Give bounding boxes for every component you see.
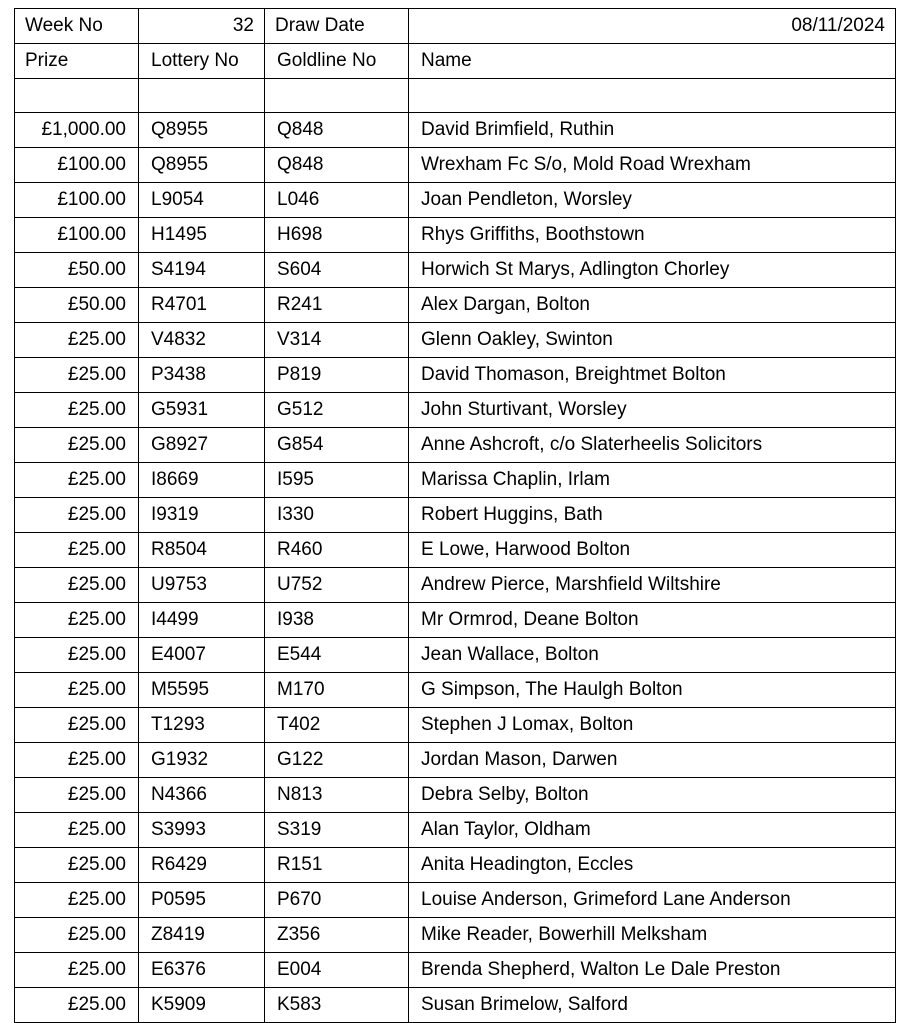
- prize-cell: £100.00: [15, 148, 139, 183]
- prize-cell: £100.00: [15, 218, 139, 253]
- table-row: [15, 988, 896, 1023]
- lottery-no-cell: Q8955: [139, 148, 265, 183]
- table-row: [15, 393, 896, 428]
- goldline-no-cell: L046: [265, 183, 409, 218]
- lottery-no-cell: H1495: [139, 218, 265, 253]
- name-cell: Horwich St Marys, Adlington Chorley: [409, 253, 896, 288]
- table-row: [15, 218, 896, 253]
- prize-cell: £25.00: [15, 918, 139, 953]
- table-row: [15, 673, 896, 708]
- prize-cell: £25.00: [15, 673, 139, 708]
- name-cell: Mike Reader, Bowerhill Melksham: [409, 918, 896, 953]
- prize-cell: £25.00: [15, 988, 139, 1023]
- goldline-no-cell: I330: [265, 498, 409, 533]
- table-row: [15, 813, 896, 848]
- lottery-results-table: [14, 8, 896, 1023]
- table-row: [15, 428, 896, 463]
- name-cell: Alex Dargan, Bolton: [409, 288, 896, 323]
- name-cell: David Thomason, Breightmet Bolton: [409, 358, 896, 393]
- column-header-goldline-no: Goldline No: [265, 44, 409, 79]
- name-cell: Stephen J Lomax, Bolton: [409, 708, 896, 743]
- name-cell: Debra Selby, Bolton: [409, 778, 896, 813]
- table-row: [15, 533, 896, 568]
- name-cell: Andrew Pierce, Marshfield Wiltshire: [409, 568, 896, 603]
- lottery-no-cell: T1293: [139, 708, 265, 743]
- goldline-no-cell: K583: [265, 988, 409, 1023]
- name-cell: Marissa Chaplin, Irlam: [409, 463, 896, 498]
- goldline-no-cell: I595: [265, 463, 409, 498]
- lottery-no-cell: L9054: [139, 183, 265, 218]
- name-cell: G Simpson, The Haulgh Bolton: [409, 673, 896, 708]
- table-row: [15, 848, 896, 883]
- name-cell: David Brimfield, Ruthin: [409, 113, 896, 148]
- goldline-no-cell: S319: [265, 813, 409, 848]
- table-row: [15, 148, 896, 183]
- empty-cell: [265, 79, 409, 113]
- table-row: [15, 638, 896, 673]
- prize-cell: £25.00: [15, 568, 139, 603]
- prize-cell: £25.00: [15, 533, 139, 568]
- table-row: [15, 358, 896, 393]
- prize-cell: £25.00: [15, 883, 139, 918]
- goldline-no-cell: V314: [265, 323, 409, 358]
- name-cell: Brenda Shepherd, Walton Le Dale Preston: [409, 953, 896, 988]
- prize-cell: £25.00: [15, 428, 139, 463]
- week-value: 32: [139, 9, 265, 44]
- goldline-no-cell: Q848: [265, 113, 409, 148]
- goldline-no-cell: H698: [265, 218, 409, 253]
- goldline-no-cell: G854: [265, 428, 409, 463]
- lottery-no-cell: R6429: [139, 848, 265, 883]
- table-row: [15, 498, 896, 533]
- lottery-no-cell: U9753: [139, 568, 265, 603]
- name-cell: E Lowe, Harwood Bolton: [409, 533, 896, 568]
- empty-cell: [15, 79, 139, 113]
- table-row: [15, 778, 896, 813]
- table-row: [15, 288, 896, 323]
- name-cell: Jordan Mason, Darwen: [409, 743, 896, 778]
- draw-date-label: Draw Date: [265, 9, 409, 44]
- table-row: [15, 253, 896, 288]
- empty-cell: [139, 79, 265, 113]
- name-cell: Jean Wallace, Bolton: [409, 638, 896, 673]
- table-row: [15, 603, 896, 638]
- lottery-no-cell: R8504: [139, 533, 265, 568]
- table-row: [15, 568, 896, 603]
- empty-row: [15, 79, 896, 113]
- column-header-lottery-no: Lottery No: [139, 44, 265, 79]
- goldline-no-cell: S604: [265, 253, 409, 288]
- prize-cell: £25.00: [15, 463, 139, 498]
- lottery-no-cell: Q8955: [139, 113, 265, 148]
- lottery-no-cell: I9319: [139, 498, 265, 533]
- table-row: [15, 463, 896, 498]
- goldline-no-cell: E004: [265, 953, 409, 988]
- goldline-no-cell: T402: [265, 708, 409, 743]
- name-cell: Mr Ormrod, Deane Bolton: [409, 603, 896, 638]
- column-header-row: [15, 44, 896, 79]
- prize-cell: £25.00: [15, 638, 139, 673]
- prize-cell: £25.00: [15, 743, 139, 778]
- goldline-no-cell: E544: [265, 638, 409, 673]
- name-cell: Anita Headington, Eccles: [409, 848, 896, 883]
- table-row: [15, 708, 896, 743]
- table-row: [15, 323, 896, 358]
- draw-date-value: 08/11/2024: [409, 9, 896, 44]
- goldline-no-cell: G512: [265, 393, 409, 428]
- goldline-no-cell: M170: [265, 673, 409, 708]
- prize-cell: £25.00: [15, 813, 139, 848]
- prize-cell: £100.00: [15, 183, 139, 218]
- lottery-no-cell: Z8419: [139, 918, 265, 953]
- lottery-no-cell: V4832: [139, 323, 265, 358]
- header-row: [15, 9, 896, 44]
- prize-cell: £25.00: [15, 358, 139, 393]
- lottery-no-cell: I8669: [139, 463, 265, 498]
- goldline-no-cell: Q848: [265, 148, 409, 183]
- name-cell: Susan Brimelow, Salford: [409, 988, 896, 1023]
- column-header-prize: Prize: [15, 44, 139, 79]
- name-cell: Glenn Oakley, Swinton: [409, 323, 896, 358]
- week-label: Week No: [15, 9, 139, 44]
- lottery-no-cell: M5595: [139, 673, 265, 708]
- lottery-no-cell: I4499: [139, 603, 265, 638]
- prize-cell: £1,000.00: [15, 113, 139, 148]
- lottery-no-cell: E4007: [139, 638, 265, 673]
- lottery-no-cell: G5931: [139, 393, 265, 428]
- goldline-no-cell: N813: [265, 778, 409, 813]
- goldline-no-cell: G122: [265, 743, 409, 778]
- name-cell: Anne Ashcroft, c/o Slaterheelis Solicitors: [409, 428, 896, 463]
- goldline-no-cell: R151: [265, 848, 409, 883]
- prize-cell: £25.00: [15, 953, 139, 988]
- lottery-no-cell: S4194: [139, 253, 265, 288]
- goldline-no-cell: P819: [265, 358, 409, 393]
- prize-cell: £25.00: [15, 778, 139, 813]
- prize-cell: £25.00: [15, 708, 139, 743]
- name-cell: John Sturtivant, Worsley: [409, 393, 896, 428]
- prize-cell: £25.00: [15, 498, 139, 533]
- prize-cell: £50.00: [15, 288, 139, 323]
- name-cell: Joan Pendleton, Worsley: [409, 183, 896, 218]
- goldline-no-cell: P670: [265, 883, 409, 918]
- lottery-no-cell: G1932: [139, 743, 265, 778]
- empty-cell: [409, 79, 896, 113]
- table-row: [15, 883, 896, 918]
- prize-cell: £25.00: [15, 323, 139, 358]
- lottery-no-cell: P3438: [139, 358, 265, 393]
- prize-cell: £25.00: [15, 848, 139, 883]
- goldline-no-cell: U752: [265, 568, 409, 603]
- lottery-no-cell: S3993: [139, 813, 265, 848]
- name-cell: Louise Anderson, Grimeford Lane Anderson: [409, 883, 896, 918]
- goldline-no-cell: Z356: [265, 918, 409, 953]
- lottery-no-cell: G8927: [139, 428, 265, 463]
- goldline-no-cell: R460: [265, 533, 409, 568]
- lottery-no-cell: R4701: [139, 288, 265, 323]
- name-cell: Wrexham Fc S/o, Mold Road Wrexham: [409, 148, 896, 183]
- lottery-no-cell: N4366: [139, 778, 265, 813]
- prize-cell: £50.00: [15, 253, 139, 288]
- goldline-no-cell: I938: [265, 603, 409, 638]
- column-header-name: Name: [409, 44, 896, 79]
- lottery-no-cell: P0595: [139, 883, 265, 918]
- prize-cell: £25.00: [15, 393, 139, 428]
- goldline-no-cell: R241: [265, 288, 409, 323]
- prize-cell: £25.00: [15, 603, 139, 638]
- table-row: [15, 183, 896, 218]
- lottery-no-cell: E6376: [139, 953, 265, 988]
- name-cell: Rhys Griffiths, Boothstown: [409, 218, 896, 253]
- table-row: [15, 918, 896, 953]
- table-row: [15, 113, 896, 148]
- table-row: [15, 953, 896, 988]
- lottery-no-cell: K5909: [139, 988, 265, 1023]
- name-cell: Alan Taylor, Oldham: [409, 813, 896, 848]
- table-row: [15, 743, 896, 778]
- name-cell: Robert Huggins, Bath: [409, 498, 896, 533]
